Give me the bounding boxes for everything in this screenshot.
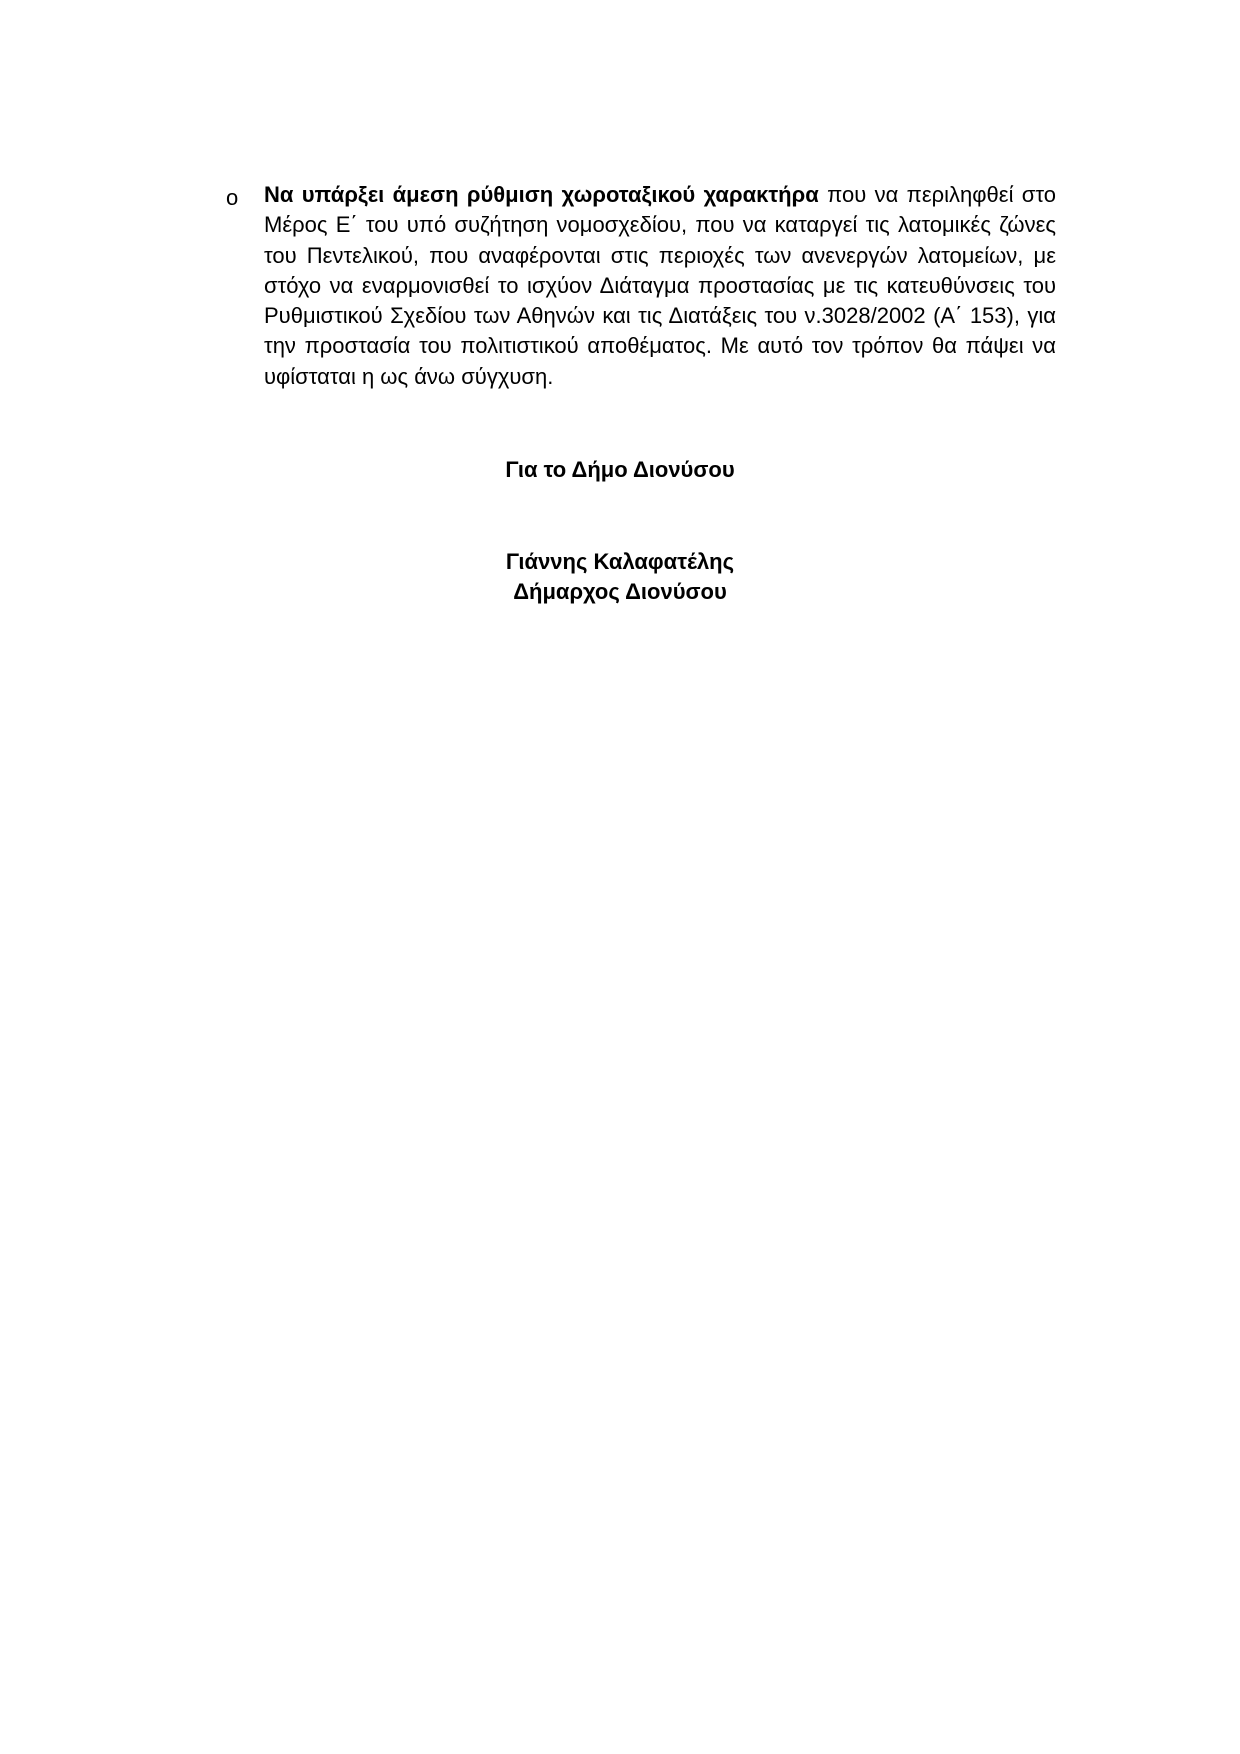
closing-on-behalf: Για το Δήμο Διονύσου — [505, 457, 735, 482]
bullet-body-text: που να περιληφθεί στο Μέρος Ε΄ του υπό συζήτηση νομοσχεδίου, που να καταργεί τις λατομικές ζώνες του Πεντελικού, που αναφέρονται στις περιοχές των ανενεργών λατομείων, με στόχο να εναρμονισθεί το ισχύον Διάταγμα προστασίας με τις κατευθύνσεις του Ρυθμιστικού Σχεδίου των Αθηνών και τις Διατάξεις του ν.3028/2002 (Α΄ 153), για την προστασία του πολιτιστικού αποθέματος. Με αυτό τον τρόπον θα πάψει να υφίσταται η ως άνω σύγχυση. — [264, 182, 1056, 389]
signatory-name: Γιάννης Καλαφατέλης — [505, 549, 735, 574]
bullet-paragraph — [264, 180, 1056, 392]
signatory-title: Δήμαρχος Διονύσου — [513, 579, 727, 604]
signature-block — [0, 547, 1240, 607]
bullet-marker: o — [226, 185, 239, 210]
bullet-bold-lead: Να υπάρξει άμεση ρύθμιση χωροταξικού χαρακτήρα — [264, 182, 819, 207]
